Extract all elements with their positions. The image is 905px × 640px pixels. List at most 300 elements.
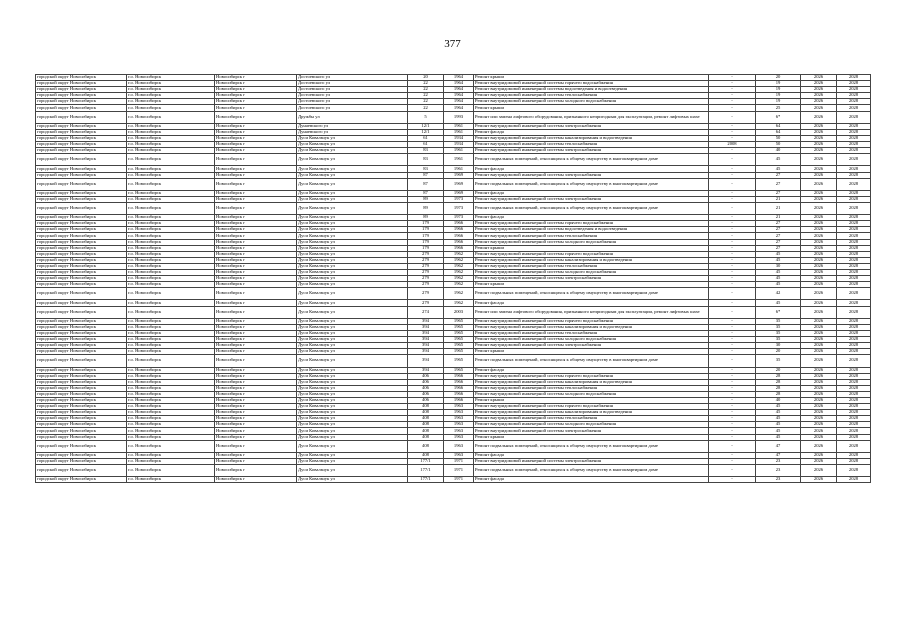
house-number-cell: 408 xyxy=(408,440,444,452)
start-year-cell: 2026 xyxy=(801,428,837,434)
work-type-cell: Ремонт фасада xyxy=(474,452,709,458)
end-year-cell: 2028 xyxy=(837,397,871,403)
end-year-cell: 2028 xyxy=(837,440,871,452)
house-number-cell: 406 xyxy=(408,379,444,385)
municipality-cell: городской округ Новосибирск xyxy=(36,245,127,251)
last-repair-year-cell: - xyxy=(709,343,756,349)
start-year-cell: 2026 xyxy=(801,416,837,422)
table-row xyxy=(36,440,871,452)
end-year-cell: 2028 xyxy=(837,263,871,269)
city-cell: Новосибирск г xyxy=(215,306,297,318)
value-cell: 45 xyxy=(756,416,801,422)
last-repair-year-cell: - xyxy=(709,428,756,434)
municipality-cell: городской округ Новосибирск xyxy=(36,422,127,428)
build-year-cell: 1966 xyxy=(444,373,474,379)
build-year-cell: 1963 xyxy=(444,416,474,422)
house-number-cell: 394 xyxy=(408,318,444,324)
table-row xyxy=(36,477,871,483)
street-cell: Дунаевского ул xyxy=(297,123,408,129)
municipality-cell: городской округ Новосибирск xyxy=(36,306,127,318)
last-repair-year-cell: - xyxy=(709,190,756,196)
value-cell: 45 xyxy=(756,428,801,434)
start-year-cell: 2026 xyxy=(801,99,837,105)
house-number-cell: 394 xyxy=(408,324,444,330)
city-cell: Новосибирск г xyxy=(215,458,297,464)
street-cell: Дуси Ковальчук ул xyxy=(297,142,408,148)
last-repair-year-cell: - xyxy=(709,263,756,269)
start-year-cell: 2026 xyxy=(801,166,837,172)
value-cell: 25 xyxy=(756,105,801,111)
district-cell: г.о. Новосибирск xyxy=(127,458,215,464)
city-cell: Новосибирск г xyxy=(215,410,297,416)
end-year-cell: 2028 xyxy=(837,142,871,148)
district-cell: г.о. Новосибирск xyxy=(127,288,215,300)
last-repair-year-cell: - xyxy=(709,452,756,458)
city-cell: Новосибирск г xyxy=(215,434,297,440)
build-year-cell: 1973 xyxy=(444,202,474,214)
municipality-cell: городской округ Новосибирск xyxy=(36,477,127,483)
last-repair-year-cell: - xyxy=(709,202,756,214)
district-cell: г.о. Новосибирск xyxy=(127,306,215,318)
end-year-cell: 2028 xyxy=(837,190,871,196)
city-cell: Новосибирск г xyxy=(215,202,297,214)
city-cell: Новосибирск г xyxy=(215,135,297,141)
value-cell: 35 xyxy=(756,330,801,336)
city-cell: Новосибирск г xyxy=(215,330,297,336)
house-number-cell: 408 xyxy=(408,404,444,410)
end-year-cell: 2028 xyxy=(837,270,871,276)
start-year-cell: 2026 xyxy=(801,452,837,458)
city-cell: Новосибирск г xyxy=(215,440,297,452)
start-year-cell: 2026 xyxy=(801,477,837,483)
table-row xyxy=(36,202,871,214)
street-cell: Дуси Ковальчук ул xyxy=(297,276,408,282)
build-year-cell: 1961 xyxy=(444,123,474,129)
house-number-cell: 279 xyxy=(408,263,444,269)
start-year-cell: 2026 xyxy=(801,172,837,178)
start-year-cell: 2026 xyxy=(801,215,837,221)
start-year-cell: 2026 xyxy=(801,75,837,81)
municipality-cell: городской округ Новосибирск xyxy=(36,166,127,172)
start-year-cell: 2026 xyxy=(801,233,837,239)
district-cell: г.о. Новосибирск xyxy=(127,452,215,458)
municipality-cell: городской округ Новосибирск xyxy=(36,318,127,324)
work-type-cell: Ремонт фасада xyxy=(474,190,709,196)
work-type-cell: Ремонт крыши xyxy=(474,105,709,111)
end-year-cell: 2028 xyxy=(837,379,871,385)
house-number-cell: 12/1 xyxy=(408,123,444,129)
work-type-cell: Ремонт внутридомовой инженерной системы электроснабжения xyxy=(474,196,709,202)
end-year-cell: 2028 xyxy=(837,343,871,349)
work-type-cell: Ремонт внутридомовой инженерной системы холодного водоснабжения xyxy=(474,337,709,343)
house-number-cell: 87 xyxy=(408,172,444,178)
house-number-cell: 279 xyxy=(408,300,444,306)
end-year-cell: 2028 xyxy=(837,148,871,154)
value-cell: 27 xyxy=(756,227,801,233)
value-cell: 20 xyxy=(756,75,801,81)
city-cell: Новосибирск г xyxy=(215,257,297,263)
municipality-cell: городской округ Новосибирск xyxy=(36,239,127,245)
value-cell: 50 xyxy=(756,142,801,148)
start-year-cell: 2026 xyxy=(801,263,837,269)
municipality-cell: городской округ Новосибирск xyxy=(36,233,127,239)
end-year-cell: 2028 xyxy=(837,337,871,343)
municipality-cell: городской округ Новосибирск xyxy=(36,391,127,397)
municipality-cell: городской округ Новосибирск xyxy=(36,404,127,410)
district-cell: г.о. Новосибирск xyxy=(127,75,215,81)
street-cell: Дуси Ковальчук ул xyxy=(297,422,408,428)
district-cell: г.о. Новосибирск xyxy=(127,190,215,196)
end-year-cell: 2028 xyxy=(837,93,871,99)
page-number: 377 xyxy=(444,38,461,50)
table-row xyxy=(36,355,871,367)
city-cell: Новосибирск г xyxy=(215,282,297,288)
end-year-cell: 2028 xyxy=(837,404,871,410)
build-year-cell: 1934 xyxy=(444,142,474,148)
street-cell: Дуси Ковальчук ул xyxy=(297,440,408,452)
city-cell: Новосибирск г xyxy=(215,93,297,99)
district-cell: г.о. Новосибирск xyxy=(127,416,215,422)
build-year-cell: 1969 xyxy=(444,190,474,196)
last-repair-year-cell: - xyxy=(709,416,756,422)
last-repair-year-cell: - xyxy=(709,93,756,99)
street-cell: Дуси Ковальчук ул xyxy=(297,270,408,276)
build-year-cell: 1969 xyxy=(444,172,474,178)
municipality-cell: городской округ Новосибирск xyxy=(36,324,127,330)
build-year-cell: 1971 xyxy=(444,465,474,477)
end-year-cell: 2028 xyxy=(837,227,871,233)
build-year-cell: 1966 xyxy=(444,391,474,397)
value-cell: 47 xyxy=(756,452,801,458)
street-cell: Дуси Ковальчук ул xyxy=(297,300,408,306)
start-year-cell: 2026 xyxy=(801,190,837,196)
district-cell: г.о. Новосибирск xyxy=(127,135,215,141)
house-number-cell: 22 xyxy=(408,87,444,93)
district-cell: г.о. Новосибирск xyxy=(127,257,215,263)
value-cell: 28 xyxy=(756,373,801,379)
value-cell: 21 xyxy=(756,215,801,221)
street-cell: Дуси Ковальчук ул xyxy=(297,434,408,440)
work-type-cell: Ремонт внутридомовой инженерной системы холодного водоснабжения xyxy=(474,270,709,276)
value-cell: 6* xyxy=(756,111,801,123)
last-repair-year-cell: - xyxy=(709,221,756,227)
municipality-cell: городской округ Новосибирск xyxy=(36,172,127,178)
city-cell: Новосибирск г xyxy=(215,422,297,428)
municipality-cell: городской округ Новосибирск xyxy=(36,142,127,148)
city-cell: Новосибирск г xyxy=(215,215,297,221)
city-cell: Новосибирск г xyxy=(215,355,297,367)
end-year-cell: 2028 xyxy=(837,458,871,464)
build-year-cell: 1966 xyxy=(444,221,474,227)
build-year-cell: 1965 xyxy=(444,343,474,349)
municipality-cell: городской округ Новосибирск xyxy=(36,202,127,214)
district-cell: г.о. Новосибирск xyxy=(127,99,215,105)
build-year-cell: 1961 xyxy=(444,148,474,154)
last-repair-year-cell: - xyxy=(709,288,756,300)
start-year-cell: 2026 xyxy=(801,93,837,99)
last-repair-year-cell: - xyxy=(709,111,756,123)
value-cell: 35 xyxy=(756,355,801,367)
city-cell: Новосибирск г xyxy=(215,385,297,391)
value-cell: 50 xyxy=(756,135,801,141)
work-type-cell: Ремонт крыши xyxy=(474,245,709,251)
district-cell: г.о. Новосибирск xyxy=(127,410,215,416)
district-cell: г.о. Новосибирск xyxy=(127,239,215,245)
start-year-cell: 2026 xyxy=(801,318,837,324)
start-year-cell: 2026 xyxy=(801,148,837,154)
house-number-cell: 179 xyxy=(408,239,444,245)
last-repair-year-cell: - xyxy=(709,148,756,154)
work-type-cell: Ремонт внутридомовой инженерной системы электроснабжения xyxy=(474,148,709,154)
last-repair-year-cell: - xyxy=(709,239,756,245)
end-year-cell: 2028 xyxy=(837,324,871,330)
start-year-cell: 2026 xyxy=(801,245,837,251)
municipality-cell: городской округ Новосибирск xyxy=(36,99,127,105)
city-cell: Новосибирск г xyxy=(215,221,297,227)
last-repair-year-cell: - xyxy=(709,300,756,306)
work-type-cell: Ремонт подвальных помещений, относящихся к общему имуществу в многоквартирном доме xyxy=(474,178,709,190)
work-type-cell: Ремонт внутридомовой инженерной системы канализирования и водоотведения xyxy=(474,324,709,330)
district-cell: г.о. Новосибирск xyxy=(127,330,215,336)
district-cell: г.о. Новосибирск xyxy=(127,148,215,154)
end-year-cell: 2028 xyxy=(837,282,871,288)
district-cell: г.о. Новосибирск xyxy=(127,202,215,214)
build-year-cell: 1964 xyxy=(444,99,474,105)
work-type-cell: Ремонт фасада xyxy=(474,166,709,172)
street-cell: Дуси Ковальчук ул xyxy=(297,385,408,391)
last-repair-year-cell: - xyxy=(709,270,756,276)
municipality-cell: городской округ Новосибирск xyxy=(36,434,127,440)
start-year-cell: 2026 xyxy=(801,288,837,300)
start-year-cell: 2026 xyxy=(801,397,837,403)
house-number-cell: 179 xyxy=(408,221,444,227)
municipality-cell: городской округ Новосибирск xyxy=(36,373,127,379)
build-year-cell: 1966 xyxy=(444,379,474,385)
municipality-cell: городской округ Новосибирск xyxy=(36,343,127,349)
house-number-cell: 279 xyxy=(408,276,444,282)
start-year-cell: 2026 xyxy=(801,404,837,410)
start-year-cell: 2026 xyxy=(801,379,837,385)
build-year-cell: 1964 xyxy=(444,93,474,99)
build-year-cell: 1971 xyxy=(444,458,474,464)
city-cell: Новосибирск г xyxy=(215,99,297,105)
work-type-cell: Ремонт крыши xyxy=(474,282,709,288)
build-year-cell: 1964 xyxy=(444,105,474,111)
end-year-cell: 2028 xyxy=(837,172,871,178)
last-repair-year-cell: - xyxy=(709,324,756,330)
district-cell: г.о. Новосибирск xyxy=(127,465,215,477)
street-cell: Дуси Ковальчук ул xyxy=(297,221,408,227)
district-cell: г.о. Новосибирск xyxy=(127,391,215,397)
house-number-cell: 408 xyxy=(408,422,444,428)
house-number-cell: 394 xyxy=(408,367,444,373)
build-year-cell: 1966 xyxy=(444,233,474,239)
end-year-cell: 2028 xyxy=(837,373,871,379)
city-cell: Новосибирск г xyxy=(215,87,297,93)
house-number-cell: 179 xyxy=(408,227,444,233)
end-year-cell: 2028 xyxy=(837,349,871,355)
last-repair-year-cell: - xyxy=(709,349,756,355)
work-type-cell: Ремонт крыши xyxy=(474,75,709,81)
last-repair-year-cell: - xyxy=(709,172,756,178)
value-cell: 45 xyxy=(756,257,801,263)
municipality-cell: городской округ Новосибирск xyxy=(36,465,127,477)
work-type-cell: Ремонт внутридомовой инженерной системы водоотведения и водоотведения xyxy=(474,227,709,233)
last-repair-year-cell: - xyxy=(709,178,756,190)
build-year-cell: 1963 xyxy=(444,452,474,458)
house-number-cell: 177/1 xyxy=(408,465,444,477)
start-year-cell: 2026 xyxy=(801,221,837,227)
city-cell: Новосибирск г xyxy=(215,178,297,190)
municipality-cell: городской округ Новосибирск xyxy=(36,129,127,135)
value-cell: 45 xyxy=(756,270,801,276)
value-cell: 27 xyxy=(756,221,801,227)
work-type-cell: Ремонт фасада xyxy=(474,367,709,373)
value-cell: 19 xyxy=(756,99,801,105)
start-year-cell: 2026 xyxy=(801,337,837,343)
district-cell: г.о. Новосибирск xyxy=(127,245,215,251)
end-year-cell: 2028 xyxy=(837,257,871,263)
value-cell: 6* xyxy=(756,306,801,318)
end-year-cell: 2028 xyxy=(837,434,871,440)
end-year-cell: 2028 xyxy=(837,477,871,483)
value-cell: 23 xyxy=(756,477,801,483)
municipality-cell: городской округ Новосибирск xyxy=(36,330,127,336)
district-cell: г.о. Новосибирск xyxy=(127,428,215,434)
municipality-cell: городской округ Новосибирск xyxy=(36,93,127,99)
house-number-cell: 408 xyxy=(408,428,444,434)
city-cell: Новосибирск г xyxy=(215,227,297,233)
district-cell: г.о. Новосибирск xyxy=(127,337,215,343)
value-cell: 20 xyxy=(756,349,801,355)
build-year-cell: 1961 xyxy=(444,166,474,172)
build-year-cell: 1966 xyxy=(444,245,474,251)
city-cell: Новосибирск г xyxy=(215,276,297,282)
value-cell: 45 xyxy=(756,422,801,428)
work-type-cell: Ремонт внутридомовой инженерной системы электроснабжения xyxy=(474,428,709,434)
value-cell: 21 xyxy=(756,202,801,214)
municipality-cell: городской округ Новосибирск xyxy=(36,270,127,276)
work-type-cell: Ремонт внутридомовой инженерной системы канализирования и водоотведения xyxy=(474,257,709,263)
district-cell: г.о. Новосибирск xyxy=(127,87,215,93)
table-row xyxy=(36,178,871,190)
table-row xyxy=(36,111,871,123)
last-repair-year-cell: - xyxy=(709,355,756,367)
build-year-cell: 1962 xyxy=(444,288,474,300)
end-year-cell: 2028 xyxy=(837,202,871,214)
build-year-cell: 1966 xyxy=(444,397,474,403)
last-repair-year-cell: - xyxy=(709,379,756,385)
city-cell: Новосибирск г xyxy=(215,245,297,251)
street-cell: Дуси Ковальчук ул xyxy=(297,257,408,263)
start-year-cell: 2026 xyxy=(801,349,837,355)
last-repair-year-cell: - xyxy=(709,245,756,251)
build-year-cell: 1962 xyxy=(444,263,474,269)
last-repair-year-cell: - xyxy=(709,99,756,105)
value-cell: 19 xyxy=(756,93,801,99)
build-year-cell: 1965 xyxy=(444,324,474,330)
house-number-cell: 20 xyxy=(408,75,444,81)
start-year-cell: 2026 xyxy=(801,142,837,148)
city-cell: Новосибирск г xyxy=(215,318,297,324)
value-cell: 45 xyxy=(756,410,801,416)
city-cell: Новосибирск г xyxy=(215,391,297,397)
city-cell: Новосибирск г xyxy=(215,251,297,257)
municipality-cell: городской округ Новосибирск xyxy=(36,355,127,367)
work-type-cell: Ремонт фасада xyxy=(474,215,709,221)
work-type-cell: Ремонт внутридомовой инженерной системы электроснабжения xyxy=(474,458,709,464)
house-number-cell: 22 xyxy=(408,99,444,105)
work-type-cell: Ремонт внутридомовой инженерной системы канализирования и водоотведения xyxy=(474,410,709,416)
house-number-cell: 279 xyxy=(408,251,444,257)
work-type-cell: Ремонт внутридомовой инженерной системы электроснабжения xyxy=(474,343,709,349)
work-type-cell: Ремонт фасада xyxy=(474,129,709,135)
end-year-cell: 2028 xyxy=(837,422,871,428)
end-year-cell: 2028 xyxy=(837,367,871,373)
street-cell: Достоевского ул xyxy=(297,75,408,81)
city-cell: Новосибирск г xyxy=(215,129,297,135)
city-cell: Новосибирск г xyxy=(215,270,297,276)
street-cell: Дуси Ковальчук ул xyxy=(297,245,408,251)
city-cell: Новосибирск г xyxy=(215,324,297,330)
city-cell: Новосибирск г xyxy=(215,75,297,81)
last-repair-year-cell: 2008 xyxy=(709,142,756,148)
end-year-cell: 2028 xyxy=(837,276,871,282)
district-cell: г.о. Новосибирск xyxy=(127,276,215,282)
house-number-cell: 406 xyxy=(408,385,444,391)
start-year-cell: 2026 xyxy=(801,306,837,318)
street-cell: Дуси Ковальчук ул xyxy=(297,428,408,434)
city-cell: Новосибирск г xyxy=(215,196,297,202)
end-year-cell: 2028 xyxy=(837,81,871,87)
municipality-cell: городской округ Новосибирск xyxy=(36,154,127,166)
house-number-cell: 406 xyxy=(408,397,444,403)
house-number-cell: 177/1 xyxy=(408,477,444,483)
city-cell: Новосибирск г xyxy=(215,337,297,343)
street-cell: Дуси Ковальчук ул xyxy=(297,318,408,324)
house-number-cell: 89 xyxy=(408,215,444,221)
end-year-cell: 2028 xyxy=(837,111,871,123)
street-cell: Дуси Ковальчук ул xyxy=(297,135,408,141)
street-cell: Дуси Ковальчук ул xyxy=(297,477,408,483)
build-year-cell: 1965 xyxy=(444,330,474,336)
district-cell: г.о. Новосибирск xyxy=(127,227,215,233)
work-type-cell: Ремонт внутридомовой инженерной системы теплоснабжения xyxy=(474,385,709,391)
city-cell: Новосибирск г xyxy=(215,154,297,166)
street-cell: Дуси Ковальчук ул xyxy=(297,251,408,257)
start-year-cell: 2026 xyxy=(801,81,837,87)
value-cell: 45 xyxy=(756,300,801,306)
last-repair-year-cell: - xyxy=(709,458,756,464)
house-number-cell: 406 xyxy=(408,391,444,397)
house-number-cell: 89 xyxy=(408,202,444,214)
work-type-cell: Ремонт внутридомовой инженерной системы горячего водоснабжения xyxy=(474,251,709,257)
build-year-cell: 1965 xyxy=(444,337,474,343)
end-year-cell: 2028 xyxy=(837,245,871,251)
district-cell: г.о. Новосибирск xyxy=(127,422,215,428)
street-cell: Дуси Ковальчук ул xyxy=(297,202,408,214)
municipality-cell: городской округ Новосибирск xyxy=(36,81,127,87)
last-repair-year-cell: - xyxy=(709,215,756,221)
last-repair-year-cell: - xyxy=(709,166,756,172)
municipality-cell: городской округ Новосибирск xyxy=(36,416,127,422)
municipality-cell: городской округ Новосибирск xyxy=(36,148,127,154)
city-cell: Новосибирск г xyxy=(215,452,297,458)
city-cell: Новосибирск г xyxy=(215,373,297,379)
build-year-cell: 1964 xyxy=(444,81,474,87)
house-number-cell: 177/1 xyxy=(408,458,444,464)
house-number-cell: 179 xyxy=(408,245,444,251)
